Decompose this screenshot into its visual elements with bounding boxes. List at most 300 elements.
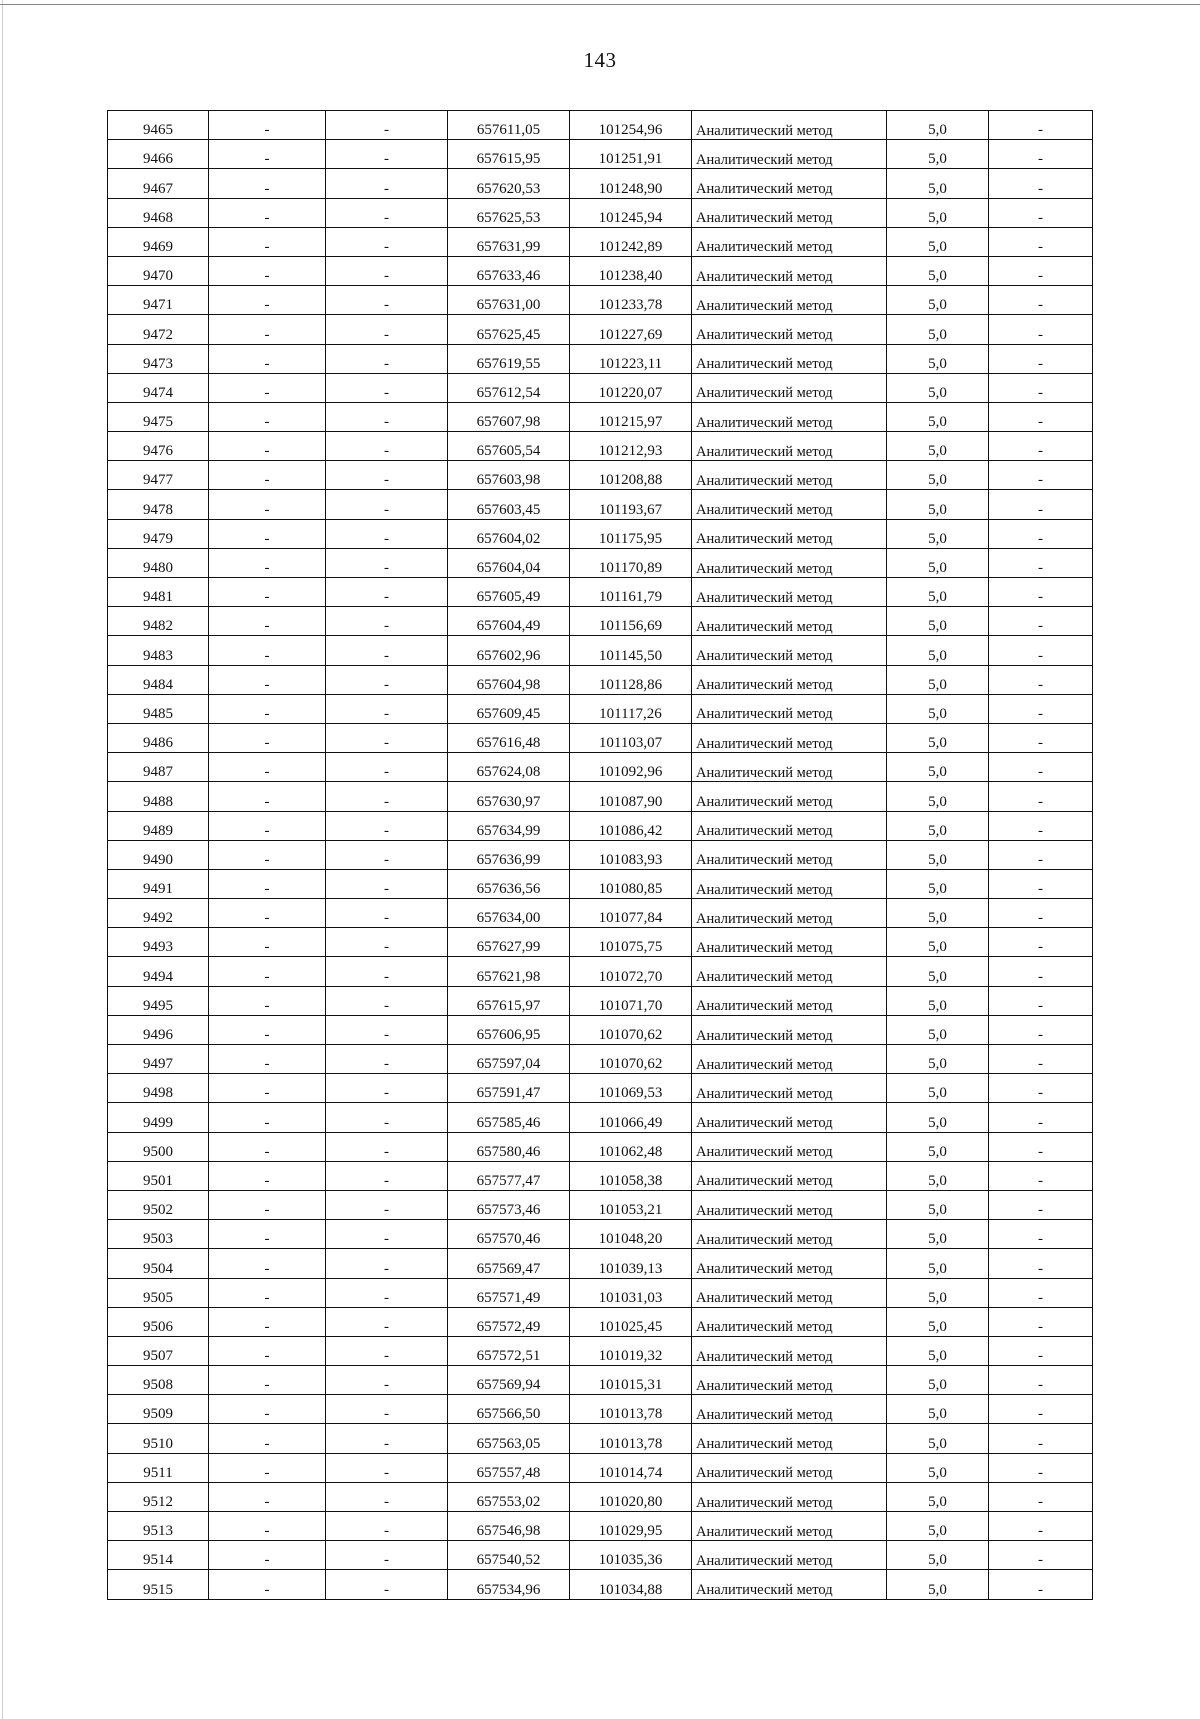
- method-cell: Аналитический метод: [692, 899, 887, 928]
- table-row: [108, 490, 1093, 519]
- dash-cell: -: [209, 665, 326, 694]
- dash-cell: -: [326, 840, 448, 869]
- x-coordinate-cell: 657603,45: [448, 490, 570, 519]
- accuracy-cell: 5,0: [887, 315, 989, 344]
- y-coordinate-cell: 101251,91: [570, 140, 692, 169]
- dash-cell: -: [326, 1395, 448, 1424]
- x-coordinate-cell: 657631,99: [448, 227, 570, 256]
- y-coordinate-cell: 101193,67: [570, 490, 692, 519]
- dash-cell: -: [209, 1045, 326, 1074]
- y-coordinate-cell: 101227,69: [570, 315, 692, 344]
- dash-cell: -: [209, 286, 326, 315]
- dash-cell: -: [326, 256, 448, 285]
- table-row: [108, 986, 1093, 1015]
- table-row: [108, 607, 1093, 636]
- method-cell: Аналитический метод: [692, 578, 887, 607]
- dash-cell: -: [989, 928, 1093, 957]
- y-coordinate-cell: 101077,84: [570, 899, 692, 928]
- point-number-cell: 9473: [108, 344, 209, 373]
- y-coordinate-cell: 101066,49: [570, 1103, 692, 1132]
- point-number-cell: 9467: [108, 169, 209, 198]
- point-number-cell: 9507: [108, 1336, 209, 1365]
- table-row: [108, 782, 1093, 811]
- dash-cell: -: [209, 1541, 326, 1570]
- dash-cell: -: [989, 402, 1093, 431]
- dash-cell: -: [989, 1103, 1093, 1132]
- dash-cell: -: [326, 1015, 448, 1044]
- x-coordinate-cell: 657605,54: [448, 432, 570, 461]
- method-cell: Аналитический метод: [692, 227, 887, 256]
- x-coordinate-cell: 657634,00: [448, 899, 570, 928]
- dash-cell: -: [989, 198, 1093, 227]
- x-coordinate-cell: 657571,49: [448, 1278, 570, 1307]
- dash-cell: -: [326, 490, 448, 519]
- point-number-cell: 9479: [108, 519, 209, 548]
- method-cell: Аналитический метод: [692, 1307, 887, 1336]
- method-cell: Аналитический метод: [692, 811, 887, 840]
- dash-cell: -: [326, 315, 448, 344]
- y-coordinate-cell: 101242,89: [570, 227, 692, 256]
- table-row: [108, 665, 1093, 694]
- dash-cell: -: [209, 636, 326, 665]
- method-cell: Аналитический метод: [692, 373, 887, 402]
- dash-cell: -: [989, 256, 1093, 285]
- table-row: [108, 1045, 1093, 1074]
- method-cell: Аналитический метод: [692, 432, 887, 461]
- y-coordinate-cell: 101072,70: [570, 957, 692, 986]
- method-cell: Аналитический метод: [692, 1132, 887, 1161]
- y-coordinate-cell: 101034,88: [570, 1570, 692, 1599]
- dash-cell: -: [989, 1541, 1093, 1570]
- dash-cell: -: [209, 1366, 326, 1395]
- y-coordinate-cell: 101103,07: [570, 723, 692, 752]
- method-cell: Аналитический метод: [692, 315, 887, 344]
- dash-cell: -: [989, 986, 1093, 1015]
- method-cell: Аналитический метод: [692, 1453, 887, 1482]
- dash-cell: -: [209, 694, 326, 723]
- table-row: [108, 1541, 1093, 1570]
- y-coordinate-cell: 101080,85: [570, 869, 692, 898]
- dash-cell: -: [989, 1570, 1093, 1599]
- method-cell: Аналитический метод: [692, 1366, 887, 1395]
- point-number-cell: 9478: [108, 490, 209, 519]
- point-number-cell: 9469: [108, 227, 209, 256]
- table-row: [108, 198, 1093, 227]
- accuracy-cell: 5,0: [887, 723, 989, 752]
- dash-cell: -: [989, 869, 1093, 898]
- dash-cell: -: [989, 665, 1093, 694]
- accuracy-cell: 5,0: [887, 286, 989, 315]
- y-coordinate-cell: 101013,78: [570, 1395, 692, 1424]
- dash-cell: -: [326, 432, 448, 461]
- dash-cell: -: [326, 1220, 448, 1249]
- dash-cell: -: [326, 1482, 448, 1511]
- accuracy-cell: 5,0: [887, 1220, 989, 1249]
- point-number-cell: 9509: [108, 1395, 209, 1424]
- point-number-cell: 9494: [108, 957, 209, 986]
- dash-cell: -: [326, 1570, 448, 1599]
- table-row: [108, 1074, 1093, 1103]
- table-row: [108, 169, 1093, 198]
- table-row: [108, 869, 1093, 898]
- dash-cell: -: [209, 490, 326, 519]
- dash-cell: -: [989, 1220, 1093, 1249]
- method-cell: Аналитический метод: [692, 344, 887, 373]
- point-number-cell: 9515: [108, 1570, 209, 1599]
- dash-cell: -: [209, 782, 326, 811]
- dash-cell: -: [326, 1103, 448, 1132]
- accuracy-cell: 5,0: [887, 256, 989, 285]
- dash-cell: -: [209, 578, 326, 607]
- method-cell: Аналитический метод: [692, 1015, 887, 1044]
- accuracy-cell: 5,0: [887, 1278, 989, 1307]
- dash-cell: -: [326, 140, 448, 169]
- dash-cell: -: [209, 1424, 326, 1453]
- method-cell: Аналитический метод: [692, 1395, 887, 1424]
- accuracy-cell: 5,0: [887, 1132, 989, 1161]
- point-number-cell: 9490: [108, 840, 209, 869]
- y-coordinate-cell: 101170,89: [570, 548, 692, 577]
- table-row: [108, 1278, 1093, 1307]
- dash-cell: -: [326, 1074, 448, 1103]
- point-number-cell: 9480: [108, 548, 209, 577]
- dash-cell: -: [209, 986, 326, 1015]
- table-row: [108, 840, 1093, 869]
- table-row: [108, 140, 1093, 169]
- dash-cell: -: [989, 1190, 1093, 1219]
- accuracy-cell: 5,0: [887, 1015, 989, 1044]
- method-cell: Аналитический метод: [692, 694, 887, 723]
- dash-cell: -: [326, 869, 448, 898]
- point-number-cell: 9495: [108, 986, 209, 1015]
- dash-cell: -: [326, 1249, 448, 1278]
- dash-cell: -: [209, 198, 326, 227]
- y-coordinate-cell: 101245,94: [570, 198, 692, 227]
- accuracy-cell: 5,0: [887, 111, 989, 140]
- table-row: [108, 723, 1093, 752]
- accuracy-cell: 5,0: [887, 1453, 989, 1482]
- x-coordinate-cell: 657604,98: [448, 665, 570, 694]
- method-cell: Аналитический метод: [692, 140, 887, 169]
- dash-cell: -: [989, 1395, 1093, 1424]
- dash-cell: -: [326, 1336, 448, 1365]
- y-coordinate-cell: 101035,36: [570, 1541, 692, 1570]
- point-number-cell: 9513: [108, 1512, 209, 1541]
- dash-cell: -: [989, 490, 1093, 519]
- dash-cell: -: [209, 1074, 326, 1103]
- y-coordinate-cell: 101220,07: [570, 373, 692, 402]
- accuracy-cell: 5,0: [887, 1570, 989, 1599]
- table-row: [108, 1453, 1093, 1482]
- method-cell: Аналитический метод: [692, 1512, 887, 1541]
- dash-cell: -: [209, 1220, 326, 1249]
- dash-cell: -: [326, 519, 448, 548]
- accuracy-cell: 5,0: [887, 782, 989, 811]
- y-coordinate-cell: 101015,31: [570, 1366, 692, 1395]
- table-row: [108, 1132, 1093, 1161]
- y-coordinate-cell: 101069,53: [570, 1074, 692, 1103]
- y-coordinate-cell: 101215,97: [570, 402, 692, 431]
- page-edge-line: [2, 0, 3, 1719]
- x-coordinate-cell: 657631,00: [448, 286, 570, 315]
- point-number-cell: 9514: [108, 1541, 209, 1570]
- point-number-cell: 9484: [108, 665, 209, 694]
- dash-cell: -: [989, 694, 1093, 723]
- x-coordinate-cell: 657616,48: [448, 723, 570, 752]
- accuracy-cell: 5,0: [887, 899, 989, 928]
- dash-cell: -: [326, 1541, 448, 1570]
- accuracy-cell: 5,0: [887, 694, 989, 723]
- dash-cell: -: [326, 1512, 448, 1541]
- dash-cell: -: [989, 373, 1093, 402]
- dash-cell: -: [989, 1366, 1093, 1395]
- dash-cell: -: [209, 957, 326, 986]
- table-row: [108, 1249, 1093, 1278]
- table-row: [108, 461, 1093, 490]
- table-row: [108, 1103, 1093, 1132]
- method-cell: Аналитический метод: [692, 665, 887, 694]
- table-row: [108, 928, 1093, 957]
- dash-cell: -: [989, 1512, 1093, 1541]
- method-cell: Аналитический метод: [692, 1336, 887, 1365]
- method-cell: Аналитический метод: [692, 723, 887, 752]
- x-coordinate-cell: 657572,51: [448, 1336, 570, 1365]
- method-cell: Аналитический метод: [692, 461, 887, 490]
- dash-cell: -: [989, 840, 1093, 869]
- method-cell: Аналитический метод: [692, 1190, 887, 1219]
- dash-cell: -: [326, 636, 448, 665]
- accuracy-cell: 5,0: [887, 519, 989, 548]
- accuracy-cell: 5,0: [887, 227, 989, 256]
- dash-cell: -: [989, 519, 1093, 548]
- dash-cell: -: [209, 402, 326, 431]
- table-row: [108, 753, 1093, 782]
- table-row: [108, 1512, 1093, 1541]
- x-coordinate-cell: 657636,99: [448, 840, 570, 869]
- point-number-cell: 9501: [108, 1161, 209, 1190]
- dash-cell: -: [326, 1366, 448, 1395]
- x-coordinate-cell: 657620,53: [448, 169, 570, 198]
- table-row: [108, 286, 1093, 315]
- dash-cell: -: [209, 169, 326, 198]
- dash-cell: -: [326, 1190, 448, 1219]
- dash-cell: -: [989, 1132, 1093, 1161]
- table-row: [108, 1336, 1093, 1365]
- method-cell: Аналитический метод: [692, 1161, 887, 1190]
- dash-cell: -: [989, 169, 1093, 198]
- accuracy-cell: 5,0: [887, 957, 989, 986]
- accuracy-cell: 5,0: [887, 1336, 989, 1365]
- accuracy-cell: 5,0: [887, 461, 989, 490]
- accuracy-cell: 5,0: [887, 1366, 989, 1395]
- dash-cell: -: [326, 373, 448, 402]
- dash-cell: -: [326, 402, 448, 431]
- method-cell: Аналитический метод: [692, 1482, 887, 1511]
- dash-cell: -: [989, 227, 1093, 256]
- y-coordinate-cell: 101156,69: [570, 607, 692, 636]
- table-row: [108, 1307, 1093, 1336]
- x-coordinate-cell: 657604,49: [448, 607, 570, 636]
- accuracy-cell: 5,0: [887, 548, 989, 577]
- point-number-cell: 9493: [108, 928, 209, 957]
- accuracy-cell: 5,0: [887, 432, 989, 461]
- dash-cell: -: [326, 607, 448, 636]
- accuracy-cell: 5,0: [887, 1424, 989, 1453]
- method-cell: Аналитический метод: [692, 1249, 887, 1278]
- method-cell: Аналитический метод: [692, 928, 887, 957]
- x-coordinate-cell: 657604,02: [448, 519, 570, 548]
- y-coordinate-cell: 101233,78: [570, 286, 692, 315]
- method-cell: Аналитический метод: [692, 519, 887, 548]
- dash-cell: -: [209, 1278, 326, 1307]
- y-coordinate-cell: 101025,45: [570, 1307, 692, 1336]
- dash-cell: -: [989, 811, 1093, 840]
- accuracy-cell: 5,0: [887, 140, 989, 169]
- y-coordinate-cell: 101175,95: [570, 519, 692, 548]
- method-cell: Аналитический метод: [692, 986, 887, 1015]
- x-coordinate-cell: 657597,04: [448, 1045, 570, 1074]
- dash-cell: -: [989, 1045, 1093, 1074]
- point-number-cell: 9497: [108, 1045, 209, 1074]
- y-coordinate-cell: 101117,26: [570, 694, 692, 723]
- dash-cell: -: [209, 1015, 326, 1044]
- accuracy-cell: 5,0: [887, 665, 989, 694]
- dash-cell: -: [209, 1336, 326, 1365]
- dash-cell: -: [326, 665, 448, 694]
- dash-cell: -: [989, 1015, 1093, 1044]
- dash-cell: -: [989, 111, 1093, 140]
- y-coordinate-cell: 101019,32: [570, 1336, 692, 1365]
- table-row: [108, 811, 1093, 840]
- table-row: [108, 432, 1093, 461]
- dash-cell: -: [989, 344, 1093, 373]
- accuracy-cell: 5,0: [887, 753, 989, 782]
- dash-cell: -: [326, 344, 448, 373]
- x-coordinate-cell: 657624,08: [448, 753, 570, 782]
- point-number-cell: 9483: [108, 636, 209, 665]
- point-number-cell: 9470: [108, 256, 209, 285]
- y-coordinate-cell: 101238,40: [570, 256, 692, 285]
- dash-cell: -: [989, 782, 1093, 811]
- method-cell: Аналитический метод: [692, 1278, 887, 1307]
- dash-cell: -: [326, 286, 448, 315]
- accuracy-cell: 5,0: [887, 198, 989, 227]
- dash-cell: -: [989, 753, 1093, 782]
- dash-cell: -: [326, 928, 448, 957]
- point-number-cell: 9506: [108, 1307, 209, 1336]
- dash-cell: -: [989, 1453, 1093, 1482]
- dash-cell: -: [989, 1307, 1093, 1336]
- y-coordinate-cell: 101145,50: [570, 636, 692, 665]
- x-coordinate-cell: 657572,49: [448, 1307, 570, 1336]
- accuracy-cell: 5,0: [887, 402, 989, 431]
- accuracy-cell: 5,0: [887, 869, 989, 898]
- dash-cell: -: [326, 169, 448, 198]
- method-cell: Аналитический метод: [692, 957, 887, 986]
- method-cell: Аналитический метод: [692, 402, 887, 431]
- dash-cell: -: [326, 578, 448, 607]
- method-cell: Аналитический метод: [692, 1103, 887, 1132]
- dash-cell: -: [209, 1453, 326, 1482]
- y-coordinate-cell: 101039,13: [570, 1249, 692, 1278]
- dash-cell: -: [209, 1249, 326, 1278]
- method-cell: Аналитический метод: [692, 636, 887, 665]
- accuracy-cell: 5,0: [887, 1045, 989, 1074]
- x-coordinate-cell: 657534,96: [448, 1570, 570, 1599]
- accuracy-cell: 5,0: [887, 1103, 989, 1132]
- y-coordinate-cell: 101092,96: [570, 753, 692, 782]
- y-coordinate-cell: 101248,90: [570, 169, 692, 198]
- table-row: [108, 578, 1093, 607]
- y-coordinate-cell: 101053,21: [570, 1190, 692, 1219]
- method-cell: Аналитический метод: [692, 1424, 887, 1453]
- x-coordinate-cell: 657569,47: [448, 1249, 570, 1278]
- method-cell: Аналитический метод: [692, 548, 887, 577]
- y-coordinate-cell: 101014,74: [570, 1453, 692, 1482]
- dash-cell: -: [326, 1453, 448, 1482]
- dash-cell: -: [989, 1336, 1093, 1365]
- dash-cell: -: [989, 432, 1093, 461]
- x-coordinate-cell: 657627,99: [448, 928, 570, 957]
- dash-cell: -: [209, 1103, 326, 1132]
- x-coordinate-cell: 657605,49: [448, 578, 570, 607]
- y-coordinate-cell: 101048,20: [570, 1220, 692, 1249]
- point-number-cell: 9510: [108, 1424, 209, 1453]
- y-coordinate-cell: 101020,80: [570, 1482, 692, 1511]
- dash-cell: -: [209, 607, 326, 636]
- dash-cell: -: [326, 111, 448, 140]
- dash-cell: -: [326, 957, 448, 986]
- y-coordinate-cell: 101208,88: [570, 461, 692, 490]
- dash-cell: -: [989, 1424, 1093, 1453]
- x-coordinate-cell: 657603,98: [448, 461, 570, 490]
- x-coordinate-cell: 657625,45: [448, 315, 570, 344]
- dash-cell: -: [326, 1424, 448, 1453]
- table-row: [108, 227, 1093, 256]
- x-coordinate-cell: 657615,97: [448, 986, 570, 1015]
- dash-cell: -: [209, 256, 326, 285]
- dash-cell: -: [326, 811, 448, 840]
- point-number-cell: 9503: [108, 1220, 209, 1249]
- accuracy-cell: 5,0: [887, 1161, 989, 1190]
- dash-cell: -: [326, 753, 448, 782]
- dash-cell: -: [209, 1161, 326, 1190]
- x-coordinate-cell: 657619,55: [448, 344, 570, 373]
- point-number-cell: 9508: [108, 1366, 209, 1395]
- dash-cell: -: [326, 1045, 448, 1074]
- x-coordinate-cell: 657625,53: [448, 198, 570, 227]
- y-coordinate-cell: 101083,93: [570, 840, 692, 869]
- x-coordinate-cell: 657607,98: [448, 402, 570, 431]
- dash-cell: -: [209, 928, 326, 957]
- table-row: [108, 1366, 1093, 1395]
- y-coordinate-cell: 101058,38: [570, 1161, 692, 1190]
- x-coordinate-cell: 657573,46: [448, 1190, 570, 1219]
- table-row: [108, 519, 1093, 548]
- table-row: [108, 111, 1093, 140]
- dash-cell: -: [209, 344, 326, 373]
- accuracy-cell: 5,0: [887, 344, 989, 373]
- point-number-cell: 9475: [108, 402, 209, 431]
- y-coordinate-cell: 101071,70: [570, 986, 692, 1015]
- dash-cell: -: [989, 723, 1093, 752]
- x-coordinate-cell: 657563,05: [448, 1424, 570, 1453]
- dash-cell: -: [209, 753, 326, 782]
- point-number-cell: 9505: [108, 1278, 209, 1307]
- dash-cell: -: [209, 1132, 326, 1161]
- dash-cell: -: [209, 548, 326, 577]
- accuracy-cell: 5,0: [887, 986, 989, 1015]
